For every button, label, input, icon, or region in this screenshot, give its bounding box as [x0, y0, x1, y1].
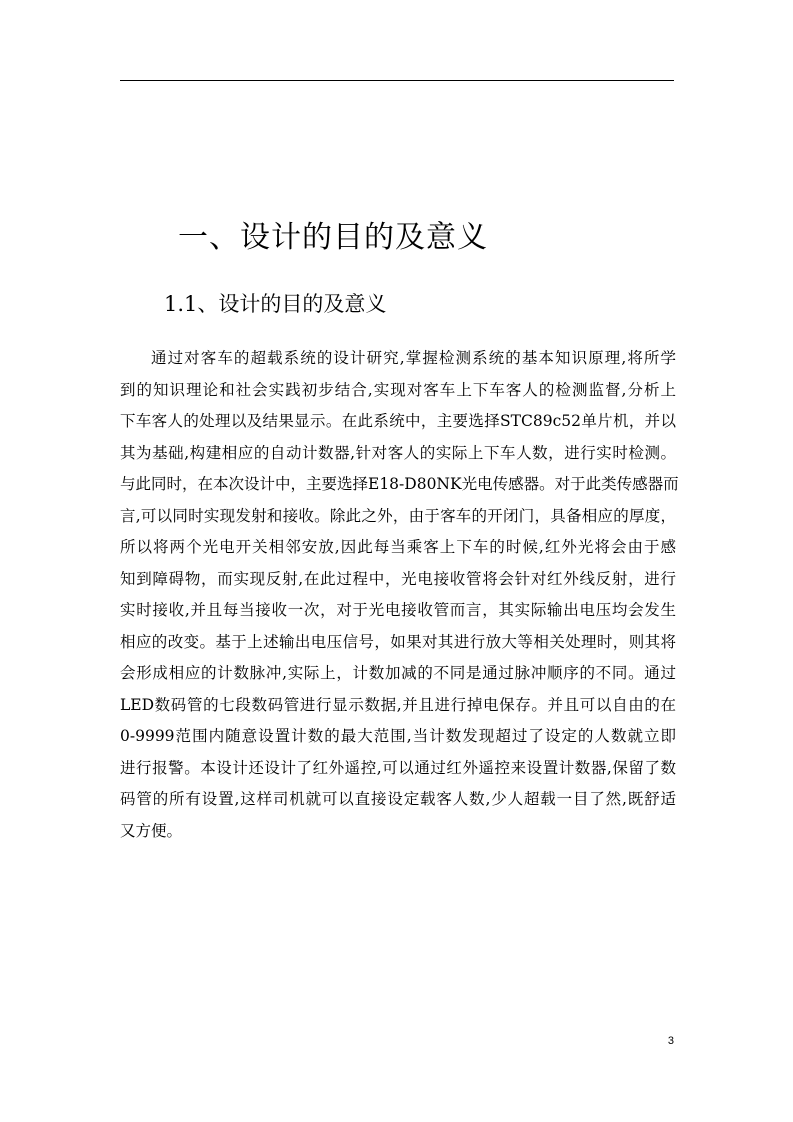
page-number: 3	[667, 1035, 674, 1047]
paragraph-line: 言,可以同时实现发射和接收。除此之外，由于客车的开闭门，具备相应的厚度，	[120, 506, 676, 525]
paragraph-line: 与此同时，在本次设计中，主要选择E18-D80NK光电传感器。对于此类传感器而	[120, 475, 679, 493]
paragraph-line: 通过对客车的超载系统的设计研究,掌握检测系统的基本知识原理,将所学	[151, 349, 676, 367]
paragraph-line: 码管的所有设置,这样司机就可以直接设定载客人数,少人超载一目了然,既舒适	[120, 790, 676, 808]
paragraph-line: 会形成相应的计数脉冲,实际上，计数加减的不同是通过脉冲顺序的不同。通过	[120, 664, 676, 682]
paragraph-line: 0-9999范围内随意设置计数的最大范围,当计数发现超过了设定的人数就立即	[120, 727, 676, 745]
paragraph-line: 其为基础,构建相应的自动计数器,针对客人的实际上下车人数，进行实时检测。	[120, 443, 676, 462]
paragraph-line: 知到障碍物，而实现反射,在此过程中，光电接收管将会针对红外线反射，进行	[120, 569, 676, 588]
paragraph-line: 又方便。	[120, 821, 183, 840]
paragraph-line: LED数码管的七段数码管进行显示数据,并且进行掉电保存。并且可以自由的在	[120, 695, 676, 714]
body-paragraph	[120, 343, 679, 847]
section-title: 1.1、设计的目的及意义	[164, 292, 387, 316]
paragraph-line: 进行报警。本设计还设计了红外遥控,可以通过红外遥控来设置计数器,保留了数	[120, 758, 676, 777]
header-rule	[120, 80, 674, 81]
chapter-title: 一、设计的目的及意义	[178, 220, 488, 255]
paragraph-line: 到的知识理论和社会实践初步结合,实现对客车上下车客人的检测监督,分析上	[120, 380, 676, 399]
paragraph-line: 下车客人的处理以及结果显示。在此系统中，主要选择STC89c52单片机，并以	[120, 412, 676, 430]
paragraph-line: 所以将两个光电开关相邻安放,因此每当乘客上下车的时候,红外光将会由于感	[120, 538, 676, 556]
paragraph-line: 相应的改变。基于上述输出电压信号，如果对其进行放大等相关处理时，则其将	[120, 632, 676, 651]
paragraph-line: 实时接收,并且每当接收一次，对于光电接收管而言，其实际输出电压均会发生	[120, 601, 676, 619]
